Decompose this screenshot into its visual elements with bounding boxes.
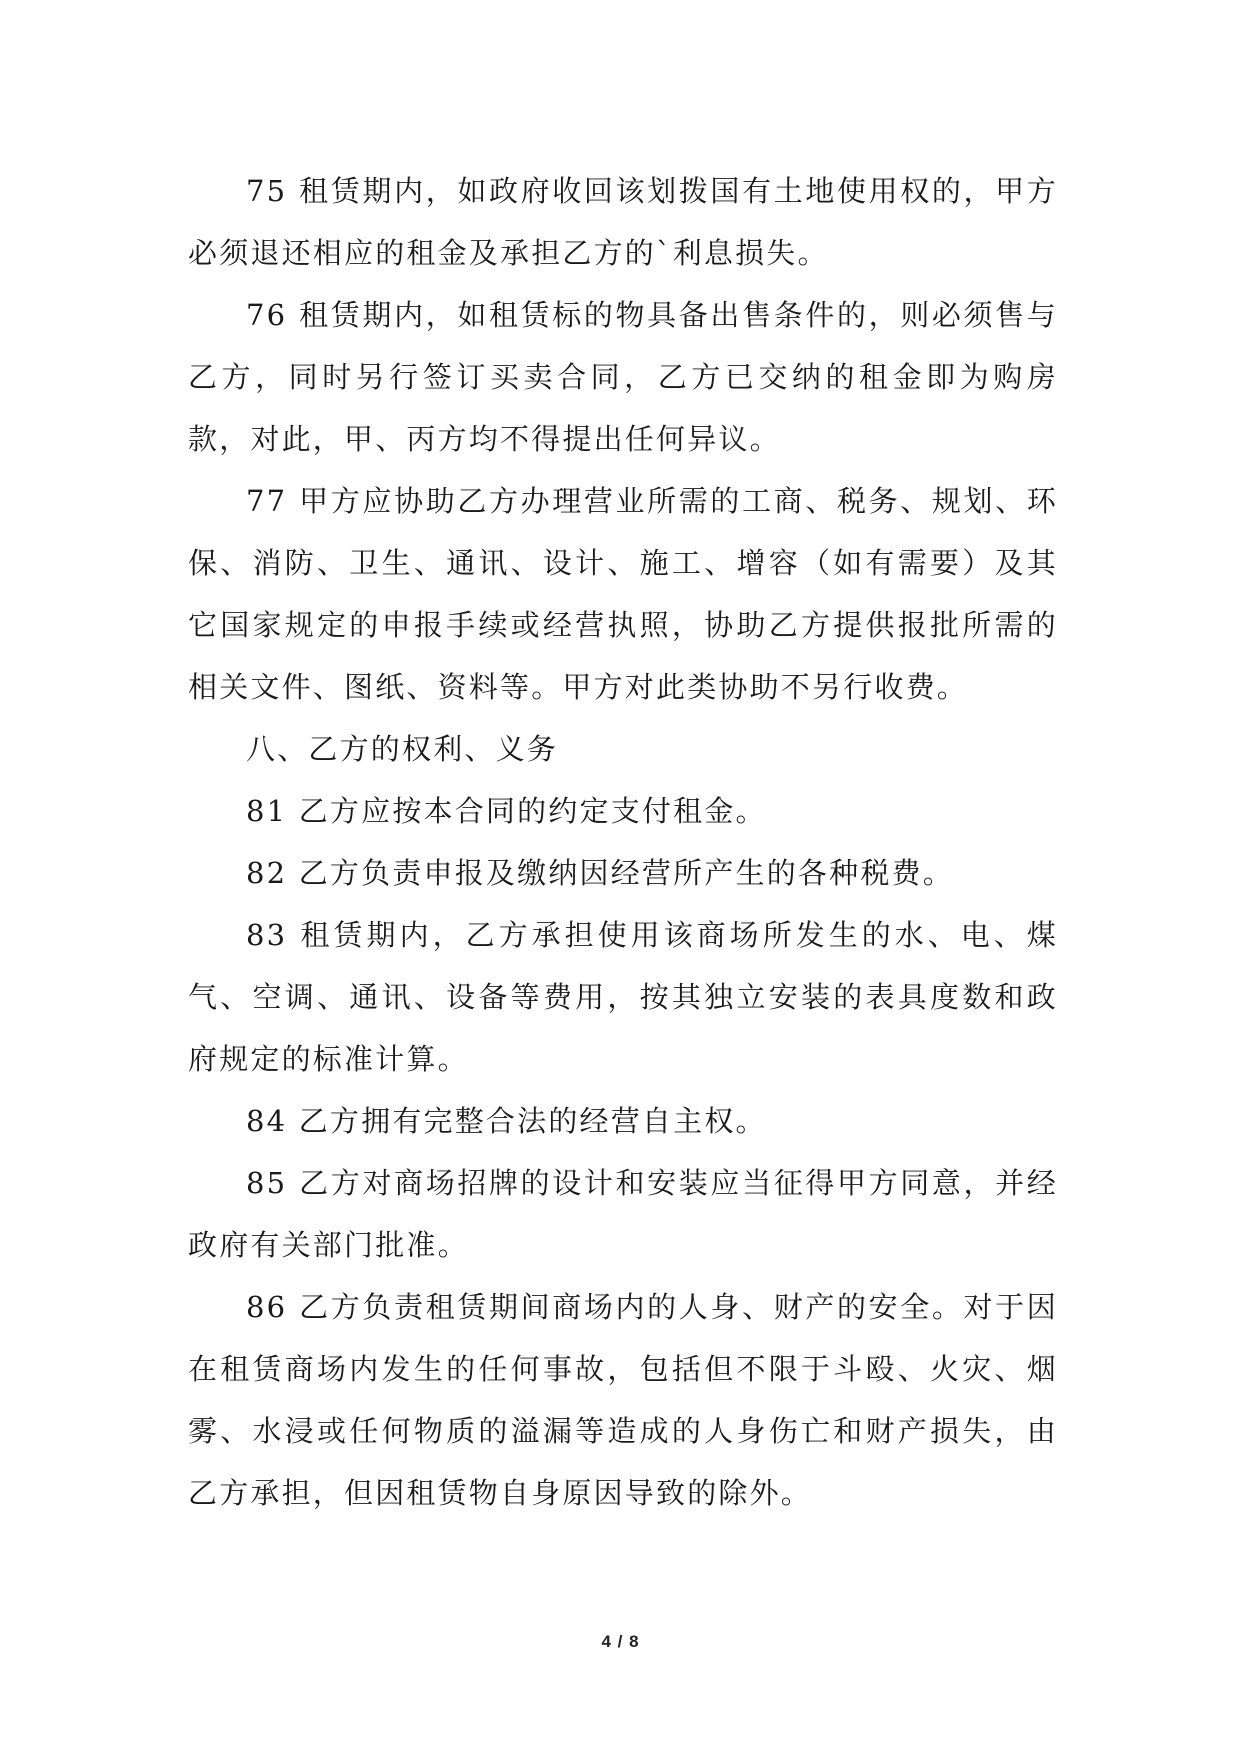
clause-76: 76 租赁期内，如租赁标的物具备出售条件的，则必须售与乙方，同时另行签订买卖合同，乙方已交纳的租金即为购房款，对此，甲、丙方均不得提出任何异议。 — [188, 298, 1058, 456]
clause-84: 84 乙方拥有完整合法的经营自主权。 — [246, 1104, 767, 1138]
clause-82: 82 乙方负责申报及缴纳因经营所产生的各种税费。 — [246, 856, 954, 890]
section-heading-8: 八、乙方的权利、义务 — [246, 732, 559, 766]
clause-81: 81 乙方应按本合同的约定支付租金。 — [246, 794, 767, 828]
document-body — [188, 160, 1058, 1524]
clause-83: 83 租赁期内，乙方承担使用该商场所发生的水、电、煤气、空调、通讯、设备等费用，按其独立安装的表具度数和政府规定的标准计算。 — [188, 918, 1058, 1076]
clause-75: 75 租赁期内，如政府收回该划拨国有土地使用权的，甲方必须退还相应的租金及承担乙方的`利息损失。 — [188, 174, 1058, 270]
clause-86: 86 乙方负责租赁期间商场内的人身、财产的安全。对于因在租赁商场内发生的任何事故，包括但不限于斗殴、火灾、烟雾、水浸或任何物质的溢漏等造成的人身伤亡和财产损失，由乙方承担，但因租赁物自身原因导致的除外。 — [188, 1290, 1058, 1510]
clause-85: 85 乙方对商场招牌的设计和安装应当征得甲方同意，并经政府有关部门批准。 — [188, 1166, 1058, 1262]
page-number: 4 / 8 — [601, 1632, 640, 1651]
clause-77: 77 甲方应协助乙方办理营业所需的工商、税务、规划、环保、消防、卫生、通讯、设计、施工、增容（如有需要）及其它国家规定的申报手续或经营执照，协助乙方提供报批所需的相关文件、图纸、资料等。甲方对此类协助不另行收费。 — [188, 484, 1058, 704]
